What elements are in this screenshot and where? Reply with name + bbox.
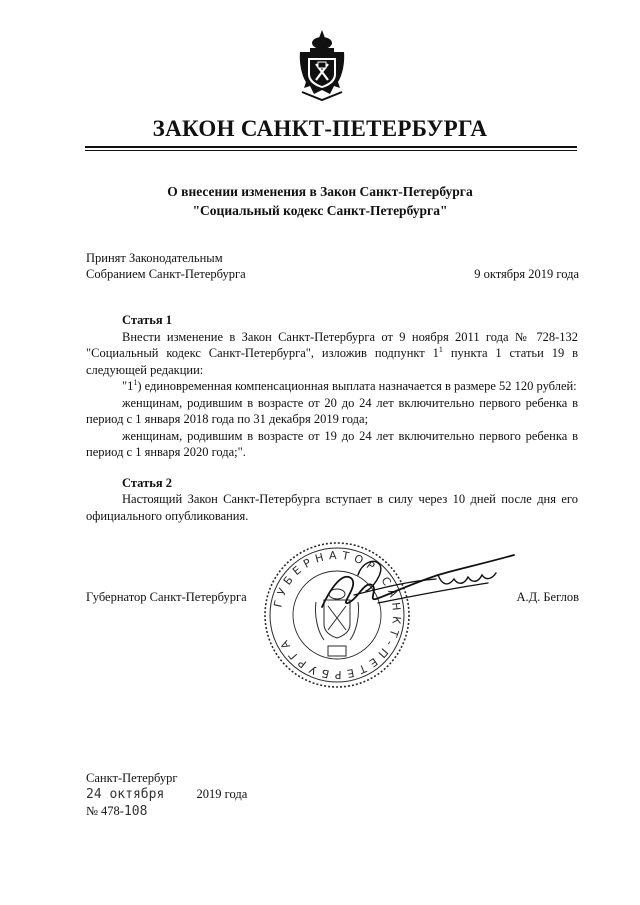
subtitle-line-2: "Социальный кодекс Санкт-Петербурга" bbox=[192, 203, 448, 218]
law-number-prefix: № 478- bbox=[86, 804, 124, 818]
title-rule-thin bbox=[85, 150, 577, 151]
signing-date-handwritten: 24 октября bbox=[86, 787, 165, 802]
law-subtitle bbox=[0, 182, 640, 220]
article-1-paragraph-1 bbox=[86, 329, 578, 379]
article-1-title: Статья 1 bbox=[122, 313, 172, 327]
adoption-line-1: Принят Законодательным bbox=[86, 251, 223, 265]
signing-date bbox=[86, 786, 247, 803]
law-number-handwritten: 108 bbox=[123, 804, 148, 819]
article-1-paragraph-4: женщинам, родившим в возрасте от 19 до 24 лет включительно первого ребенка в период с 1 января 2020 года;". bbox=[86, 428, 578, 459]
signing-city: Санкт-Петербург bbox=[86, 771, 178, 785]
governor-signature bbox=[318, 545, 518, 625]
signing-details bbox=[86, 770, 247, 820]
adoption-date: 9 октября 2019 года bbox=[474, 267, 579, 281]
law-body bbox=[86, 312, 578, 524]
article-1-p1-superscript: 1 bbox=[438, 345, 443, 354]
coat-of-arms-emblem bbox=[296, 28, 348, 102]
adoption-line-2: Собранием Санкт-Петербурга bbox=[86, 267, 246, 281]
signing-year: 2019 года bbox=[196, 787, 248, 801]
subtitle-line-1: О внесении изменения в Закон Санкт-Петербурга bbox=[167, 184, 473, 199]
article-2-title: Статья 2 bbox=[122, 475, 172, 490]
article-1-p1-text: Внести изменение в Закон Санкт-Петербурга от 9 ноября 2011 года № 728-132 "Социальный кодекс Санкт-Петербурга", изложив подпункт 1 bbox=[86, 329, 578, 360]
governor-title: Губернатор Санкт-Петербурга bbox=[86, 590, 247, 604]
article-1-p2-text: "1 bbox=[122, 379, 134, 393]
article-1-p2-superscript: 1 bbox=[133, 378, 138, 387]
law-number bbox=[86, 803, 247, 820]
article-1-paragraph-3: женщинам, родившим в возрасте от 20 до 24 лет включительно первого ребенка в период с 1 января 2018 года по 31 декабря 2019 года; bbox=[86, 395, 578, 426]
article-1-paragraph-2 bbox=[86, 378, 578, 395]
law-title: ЗАКОН САНКТ-ПЕТЕРБУРГА bbox=[152, 116, 488, 141]
adoption-note bbox=[86, 250, 246, 282]
article-2-paragraph-1: Настоящий Закон Санкт-Петербурга вступает в силу через 10 дней после дня его официального опубликования. bbox=[86, 492, 578, 523]
governor-name: А.Д. Беглов bbox=[516, 590, 579, 604]
seal-text: ГУБЕРНАТОР САНКТ-ПЕТЕРБУРГА bbox=[271, 548, 404, 682]
article-1-p2-text-end: ) единовременная компенсационная выплата назначается в размере 52 120 рублей: bbox=[137, 379, 577, 393]
title-rule-thick bbox=[85, 146, 577, 148]
article-1-p1-text-end: пункта 1 статьи 19 в следующей редакции: bbox=[86, 346, 578, 377]
